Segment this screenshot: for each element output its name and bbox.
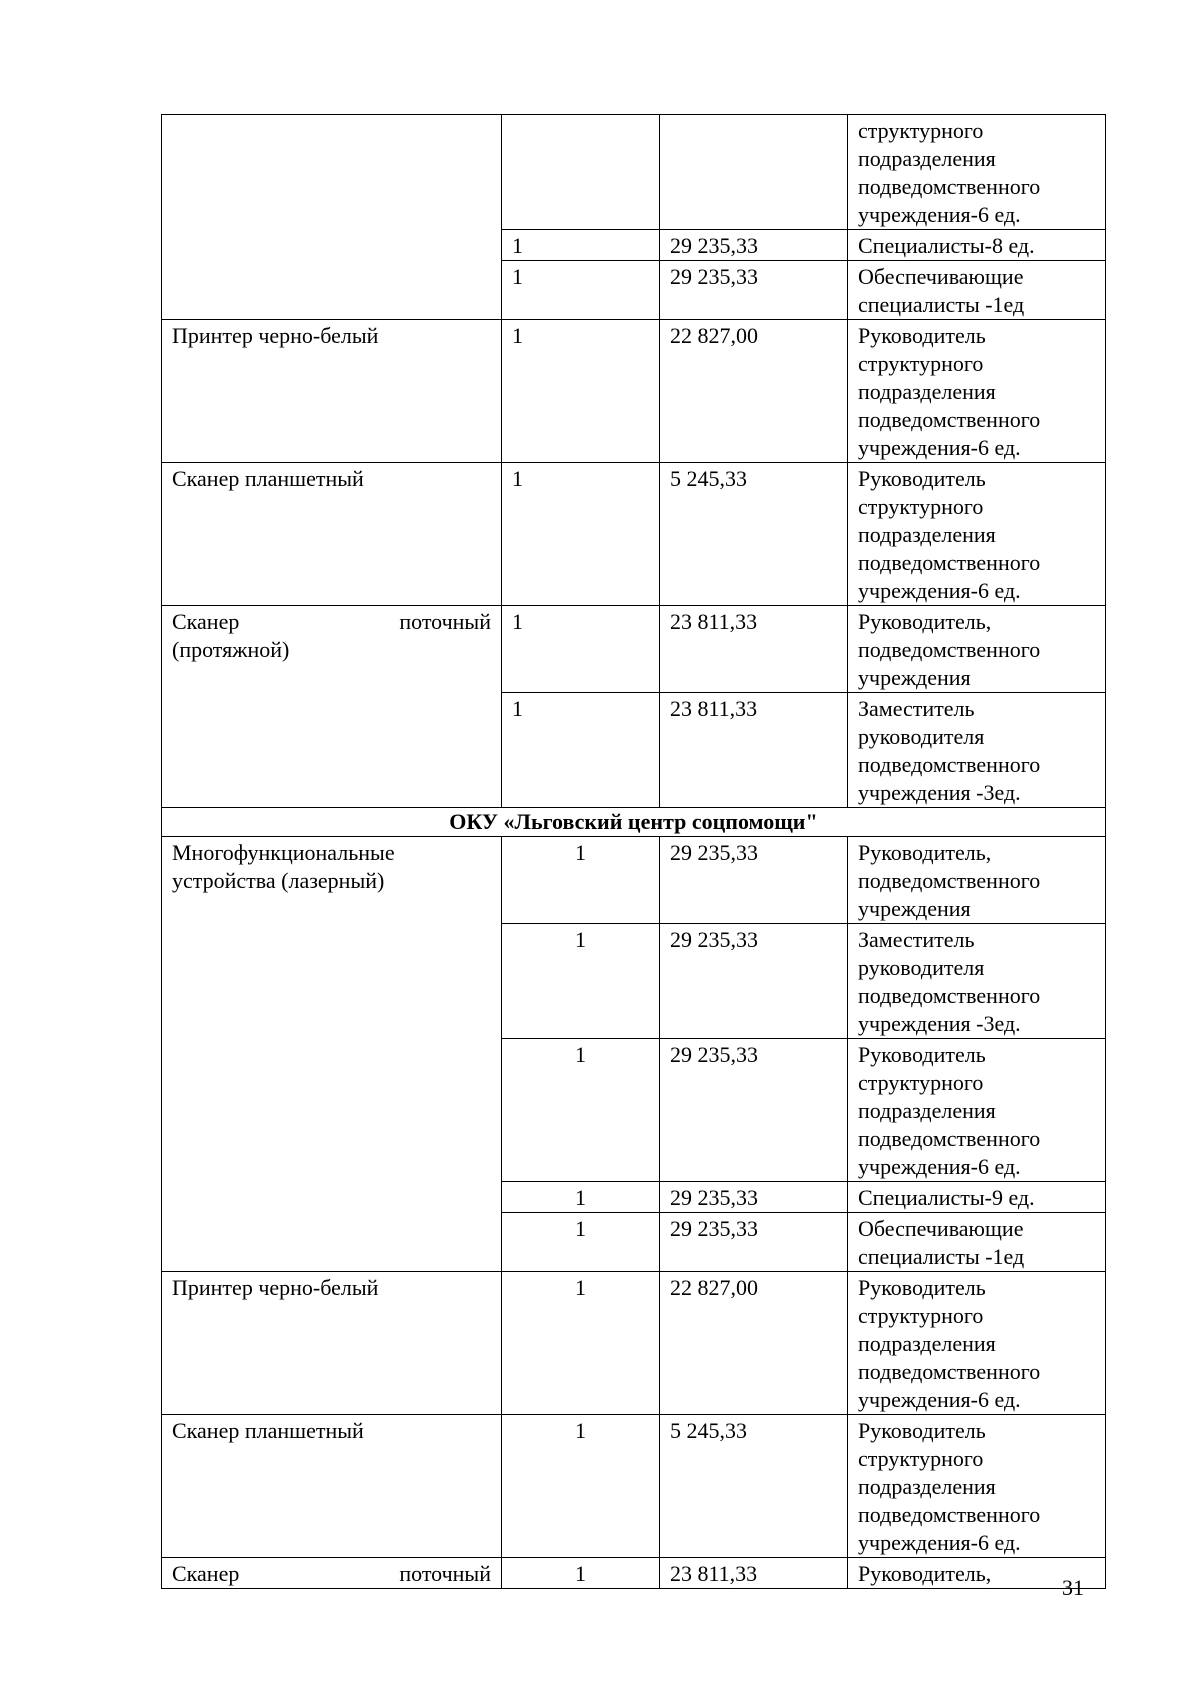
qty-cell: 1: [502, 261, 660, 320]
position-cell: Руководитель,: [848, 1558, 1106, 1589]
name-word: Сканер: [172, 1561, 240, 1586]
name-word: поточный: [399, 1561, 491, 1586]
name-cell: Многофункциональные устройства (лазерный): [162, 837, 502, 1272]
position-cell: Заместитель руководителя подведомственного учреждения -3ед.: [848, 693, 1106, 808]
name-word: Сканер: [172, 609, 240, 634]
position-cell: Руководитель, подведомственного учреждения: [848, 606, 1106, 693]
name-line: (протяжной): [172, 637, 290, 662]
qty-cell: 1: [502, 230, 660, 261]
table-row: [162, 115, 1106, 230]
price-cell: 5 245,33: [660, 1415, 848, 1558]
table-row: [162, 1558, 1106, 1589]
section-title: ОКУ «Льговский центр соцпомощи": [162, 808, 1106, 837]
position-cell: Заместитель руководителя подведомственного учреждения -3ед.: [848, 924, 1106, 1039]
position-cell: Руководитель структурного подразделения подведомственного учреждения-6 ед.: [848, 1415, 1106, 1558]
qty-cell: 1: [502, 1272, 660, 1415]
table-row: [162, 837, 1106, 924]
qty-cell: 1: [502, 837, 660, 924]
qty-cell: 1: [502, 1213, 660, 1272]
section-row: [162, 808, 1106, 837]
qty-cell: 1: [502, 924, 660, 1039]
qty-cell: 1: [502, 1558, 660, 1589]
name-cell: Сканер планшетный: [162, 463, 502, 606]
table-row: [162, 606, 1106, 693]
qty-cell: [502, 115, 660, 230]
price-cell: 22 827,00: [660, 1272, 848, 1415]
price-cell: [660, 115, 848, 230]
price-cell: 29 235,33: [660, 837, 848, 924]
table-row: [162, 463, 1106, 606]
name-word: поточный: [399, 609, 491, 634]
name-cell: [162, 1558, 502, 1589]
position-cell: Специалисты-9 ед.: [848, 1182, 1106, 1213]
position-cell: Руководитель структурного подразделения подведомственного учреждения-6 ед.: [848, 1272, 1106, 1415]
position-cell: Руководитель структурного подразделения подведомственного учреждения-6 ед.: [848, 1039, 1106, 1182]
position-cell: Руководитель, подведомственного учреждения: [848, 837, 1106, 924]
qty-cell: 1: [502, 693, 660, 808]
price-cell: 29 235,33: [660, 1039, 848, 1182]
table-row: [162, 1415, 1106, 1558]
price-cell: 29 235,33: [660, 1213, 848, 1272]
qty-cell: 1: [502, 606, 660, 693]
position-cell: Специалисты-8 ед.: [848, 230, 1106, 261]
position-cell: Обеспечивающие специалисты -1ед: [848, 261, 1106, 320]
position-cell: Руководитель структурного подразделения подведомственного учреждения-6 ед.: [848, 320, 1106, 463]
name-line: [172, 608, 491, 636]
qty-cell: 1: [502, 1182, 660, 1213]
qty-cell: 1: [502, 463, 660, 606]
price-cell: 23 811,33: [660, 1558, 848, 1589]
page-number: 31: [1062, 1575, 1084, 1600]
name-cell: [162, 606, 502, 808]
name-cell: Сканер планшетный: [162, 1415, 502, 1558]
price-cell: 23 811,33: [660, 606, 848, 693]
qty-cell: 1: [502, 320, 660, 463]
name-cell: Принтер черно-белый: [162, 320, 502, 463]
price-cell: 23 811,33: [660, 693, 848, 808]
name-cell: Принтер черно-белый: [162, 1272, 502, 1415]
name-cell: [162, 115, 502, 320]
position-cell: структурного подразделения подведомственного учреждения-6 ед.: [848, 115, 1106, 230]
price-cell: 5 245,33: [660, 463, 848, 606]
position-cell: Руководитель структурного подразделения подведомственного учреждения-6 ед.: [848, 463, 1106, 606]
name-line: [172, 1560, 491, 1588]
position-cell: Обеспечивающие специалисты -1ед: [848, 1213, 1106, 1272]
qty-cell: 1: [502, 1039, 660, 1182]
qty-cell: 1: [502, 1415, 660, 1558]
price-cell: 29 235,33: [660, 1182, 848, 1213]
price-cell: 22 827,00: [660, 320, 848, 463]
table-row: [162, 320, 1106, 463]
table-row: [162, 1272, 1106, 1415]
equipment-table: [161, 114, 1106, 1589]
price-cell: 29 235,33: [660, 924, 848, 1039]
price-cell: 29 235,33: [660, 230, 848, 261]
price-cell: 29 235,33: [660, 261, 848, 320]
